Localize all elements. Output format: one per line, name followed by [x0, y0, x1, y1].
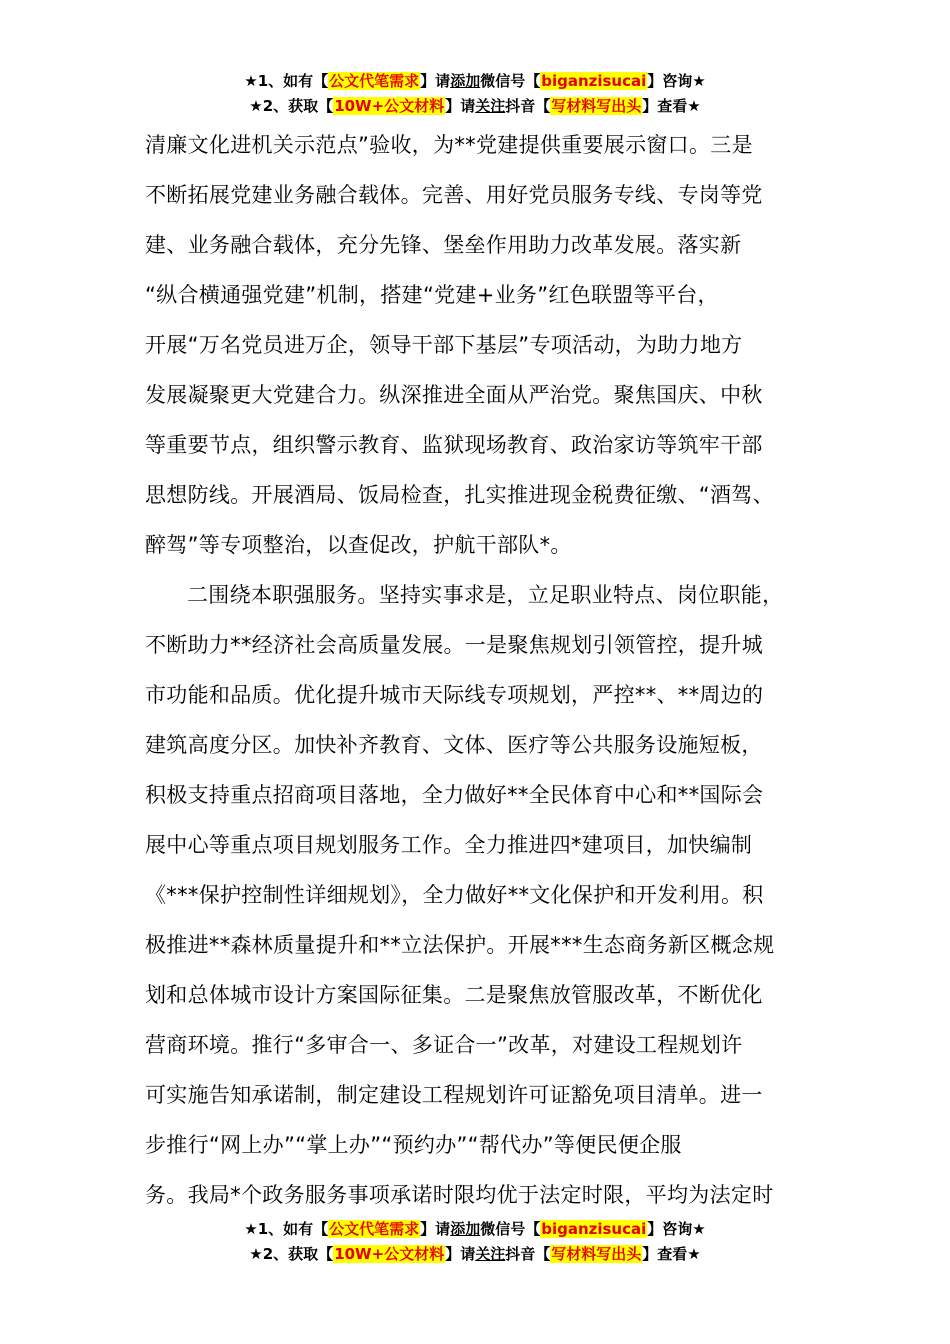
underlined-text: 添加	[450, 1220, 481, 1238]
text-line: 可实施告知承诺制，制定建设工程规划许可证豁免项目清单。进一	[145, 1083, 763, 1107]
banner-line-1	[0, 1218, 950, 1243]
highlight-label: 公文代笔需求	[329, 1220, 420, 1238]
douyin-id-highlight: 写材料写出头	[551, 1245, 642, 1263]
banner-text: ★2、获取【	[249, 1245, 334, 1263]
highlight-label: 10W+公文材料	[334, 97, 445, 115]
text-line: 务。我局*个政务服务事项承诺时限均优于法定时限，平均为法定时	[145, 1183, 774, 1207]
underlined-text: 关注	[475, 97, 506, 115]
text-line: 建、业务融合载体，充分先锋、堡垒作用助力改革发展。落实新	[145, 233, 742, 257]
banner-text: 】请	[420, 1220, 451, 1238]
text-line: 《***保护控制性详细规划》，全力做好**文化保护和开发利用。积	[145, 883, 764, 907]
banner-text: ★2、获取【	[249, 97, 334, 115]
footer-banner	[0, 1218, 950, 1268]
text-line: “纵合横通强党建”机制，搭建“党建+业务”红色联盟等平台，	[145, 283, 719, 307]
banner-line-1	[0, 70, 950, 95]
banner-text: 微信号【	[480, 72, 541, 90]
text-line: 积极支持重点招商项目落地，全力做好**全民体育中心和**国际会	[145, 783, 764, 807]
underlined-text: 添加	[450, 72, 481, 90]
wechat-id-highlight: biganzisucai	[541, 72, 647, 90]
banner-text: 微信号【	[480, 1220, 541, 1238]
text-line: 不断拓展党建业务融合载体。完善、用好党员服务专线、专岗等党	[145, 183, 763, 207]
paragraph-start-line: 二围绕本职强服务。坚持实事求是，立足职业特点、岗位职能，	[187, 583, 784, 607]
underlined-text: 关注	[475, 1245, 506, 1263]
banner-text: ★1、如有【	[244, 1220, 329, 1238]
header-banner	[0, 70, 950, 120]
banner-text: 】咨询★	[647, 72, 706, 90]
douyin-id-highlight: 写材料写出头	[551, 97, 642, 115]
banner-text: 抖音【	[505, 1245, 551, 1263]
banner-text: 】请	[445, 97, 476, 115]
text-line: 建筑高度分区。加快补齐教育、文体、医疗等公共服务设施短板，	[145, 733, 763, 757]
text-line: 不断助力**经济社会高质量发展。一是聚焦规划引领管控，提升城	[145, 633, 763, 657]
text-line: 市功能和品质。优化提升城市天际线专项规划，严控**、**周边的	[145, 683, 764, 707]
text-line: 醉驾”等专项整治，以查促改，护航干部队*。	[145, 533, 572, 557]
text-line: 清廉文化进机关示范点”验收，为**党建提供重要展示窗口。三是	[145, 133, 753, 157]
banner-text: 】查看★	[642, 1245, 701, 1263]
banner-text: ★1、如有【	[244, 72, 329, 90]
highlight-label: 10W+公文材料	[334, 1245, 445, 1263]
text-line: 划和总体城市设计方案国际征集。二是聚焦放管服改革，不断优化	[145, 983, 763, 1007]
banner-text: 】查看★	[642, 97, 701, 115]
text-line: 极推进**森林质量提升和**立法保护。开展***生态商务新区概念规	[145, 933, 775, 957]
banner-text: 】请	[420, 72, 451, 90]
highlight-label: 公文代笔需求	[329, 72, 420, 90]
text-line: 开展“万名党员进万企，领导干部下基层”专项活动，为助力地方	[145, 333, 743, 357]
text-line: 营商环境。推行“多审合一、多证合一”改革，对建设工程规划许	[145, 1033, 743, 1057]
text-line: 等重要节点，组织警示教育、监狱现场教育、政治家访等筑牢干部	[145, 433, 763, 457]
banner-line-2	[0, 1243, 950, 1268]
banner-text: 】请	[445, 1245, 476, 1263]
wechat-id-highlight: biganzisucai	[541, 1220, 647, 1238]
banner-text: 】咨询★	[647, 1220, 706, 1238]
banner-line-2	[0, 95, 950, 120]
banner-text: 抖音【	[505, 97, 551, 115]
text-line: 思想防线。开展酒局、饭局检查，扎实推进现金税费征缴、“酒驾、	[145, 483, 774, 507]
text-line: 展中心等重点项目规划服务工作。全力推进四*建项目，加快编制	[145, 833, 753, 857]
text-line: 发展凝聚更大党建合力。纵深推进全面从严治党。聚焦国庆、中秋	[145, 383, 763, 407]
document-body	[145, 120, 815, 1220]
text-line: 步推行“网上办”“掌上办”“预约办”“帮代办”等便民便企服	[145, 1133, 682, 1157]
